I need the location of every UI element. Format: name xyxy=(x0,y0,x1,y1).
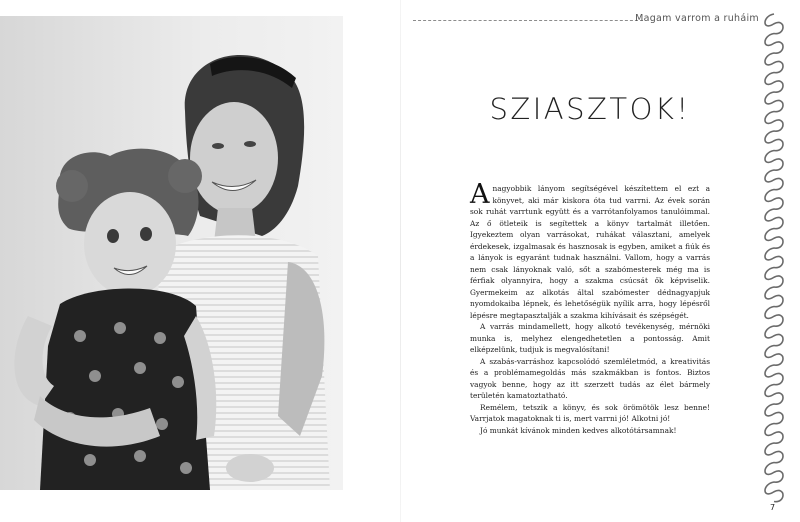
spiral-binding-icon xyxy=(758,10,790,510)
paragraph-3: A szabás-varráshoz kapcsolódó szemléletmód, a kreativitás és a problémamegoldás más szakmákban is fontos. Biztos vagyok benne, hogy az itt szerzett tudás az élet bármely területén kamatoztatható. xyxy=(470,356,710,400)
running-head-rule xyxy=(413,20,643,21)
mother-daughter-photo xyxy=(0,16,343,490)
drop-cap: A xyxy=(470,179,490,210)
running-head xyxy=(413,13,759,27)
paragraph-5: Jó munkát kívánok minden kedves alkotótársamnak! xyxy=(480,425,677,435)
page-number: 7 xyxy=(770,503,776,512)
spiral-line xyxy=(765,14,783,502)
page-gutter xyxy=(400,0,401,522)
running-head-text: Magam varrom a ruháim xyxy=(635,13,759,24)
paragraph-1-text: nagyobbik lányom segítségével készítettem el ezt a könyvet, aki már kiskora óta tud varrni. Az évek során sok ruhát varrtunk együtt és a varrótanfolyamos tanulóimmal. Az ő ötleteik is segítettek a könyv tartalmát illetően. Igyekeztem olyan varrásokat, ruhákat választani, amelyek érdekesek, izgalmasak és hasznosak is egyben, amiket a fiúk és a lányok is egyaránt tudnak használni. Vallom, hogy a varrás nem csak lányoknak való, sőt a szabómesterek még ma is férfiak olyannyira, hogy a szakma csúcsát ők képviselik. Gyermekeim az alkotás által szabómester dédnagyapjuk nyomdokaiba lépnek, és lehetőségük nyílik arra, hogy lépésről lépésre megtapasztalják a szakma kihívásait és szépségét. xyxy=(470,184,710,320)
paragraph-2: A varrás mindamellett, hogy alkotó tevékenység, mérnöki munka is, melyhez elengedhetetlen a pontosság. Amit elképzelünk, tudjuk is megvalósítani! xyxy=(470,322,710,354)
page-title: SZIASZTOK! xyxy=(489,92,691,126)
paragraph-4: Remélem, tetszik a könyv, és sok örömötök lesz benne! Varrjatok magatoknak ti is, mert varrni jó! Alkotni jó! xyxy=(470,402,710,423)
body-text xyxy=(470,179,710,436)
paragraph-1 xyxy=(470,179,710,321)
